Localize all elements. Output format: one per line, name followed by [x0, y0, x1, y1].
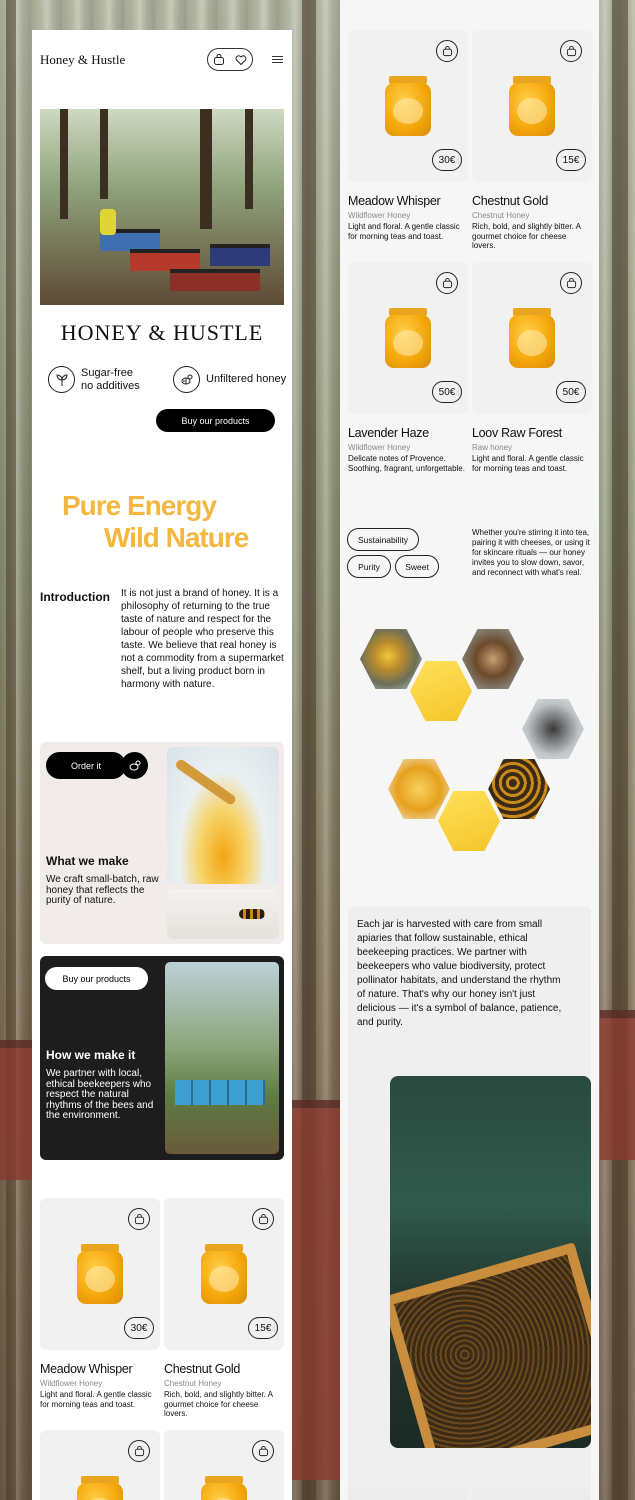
nav-icon-group — [207, 48, 253, 71]
cart-icon[interactable] — [252, 1208, 274, 1230]
cart-icon[interactable] — [436, 40, 458, 62]
how-title: How we make it — [46, 1048, 136, 1062]
heart-icon[interactable] — [234, 53, 248, 67]
make-text: We craft small-batch, raw honey that reflects the purity of nature. — [46, 874, 159, 906]
feature-sugar-free — [48, 366, 140, 393]
product-type: Raw honey — [472, 443, 513, 452]
cart-icon[interactable] — [128, 1440, 150, 1462]
hexagon-gallery — [340, 625, 599, 860]
product-image — [348, 30, 468, 182]
price-badge[interactable]: 30€ — [432, 149, 462, 171]
tree-trunk — [612, 0, 628, 1500]
cart-icon[interactable] — [252, 1440, 274, 1462]
product-description: Delicate notes of Provence. Soothing, fragrant, unforgettable. — [348, 454, 465, 473]
honey-jar — [77, 1244, 123, 1304]
buy-products-button[interactable]: Buy our products — [156, 409, 275, 432]
honey-jar — [201, 1476, 247, 1500]
bee-image — [167, 889, 279, 939]
bee-icon — [173, 366, 200, 393]
honey-jar — [201, 1244, 247, 1304]
product-image — [40, 1198, 160, 1350]
cart-icon[interactable] — [560, 272, 582, 294]
harvest-text: Each jar is harvested with care from small apiaries that follow sustainable, ethical beekeeping practices. We partner with beekeepers who value biodiversity, protect pollinator habitats, and understand the rhythm of nature. That's why our honey isn't just delicious — it's a symbol of balance, patience, and purity. — [357, 919, 562, 1028]
top-nav — [32, 30, 292, 90]
beehive-background — [0, 1040, 32, 1180]
price-badge[interactable]: 30€ — [124, 1317, 154, 1339]
honey-jar — [509, 76, 555, 136]
how-we-make-card — [40, 956, 284, 1160]
product-image — [164, 1198, 284, 1350]
product-name: Meadow Whisper — [40, 1362, 133, 1376]
hamburger-menu-icon[interactable] — [272, 56, 283, 63]
buy-products-button[interactable]: Buy our products — [45, 967, 148, 990]
product-type: Chestnut Honey — [164, 1379, 222, 1388]
tag-purity[interactable]: Purity — [347, 555, 391, 578]
hex-yellow-decor — [438, 791, 500, 851]
product-image — [348, 262, 468, 414]
product-description: Rich, bold, and slightly bitter. A gourmet choice for cheese lovers. — [472, 222, 581, 250]
price-badge[interactable]: 50€ — [556, 381, 586, 403]
honey-dipper-image — [167, 747, 279, 884]
product-card-partial — [472, 1488, 590, 1500]
tagline-line2: Wild Nature — [104, 522, 249, 553]
tree-trunk — [6, 0, 16, 1500]
bee-icon[interactable] — [121, 752, 148, 779]
hex-honey-bowl-image — [388, 759, 450, 819]
product-description: Light and floral. A gentle classic for morning teas and toast. — [348, 222, 460, 241]
mobile-page-right — [340, 0, 599, 1500]
product-card[interactable] — [472, 30, 592, 251]
tags-description: Whether you're stirring it into tea, pairing it with cheeses, or using it for skincare rituals — our honey invites you to slow down, savor, and reconnect with what's real. — [472, 528, 590, 577]
product-card[interactable] — [472, 262, 592, 473]
product-card[interactable] — [348, 30, 468, 241]
beehive-background — [600, 1010, 635, 1160]
hex-bee-flower-image — [360, 629, 422, 689]
hex-beekeeper-image — [522, 699, 584, 759]
feature-label: Unfiltered honey — [206, 373, 287, 385]
feature-label: Sugar-free — [81, 366, 133, 379]
how-text: We partner with local, ethical beekeepers who respect the natural rhythms of the bees and the environment. — [46, 1068, 154, 1121]
hex-yellow-decor — [410, 661, 472, 721]
product-card-partial — [348, 1488, 466, 1500]
product-description: Light and floral. A gentle classic for morning teas and toast. — [472, 454, 584, 473]
bee-frame-image — [390, 1076, 591, 1448]
product-description: Light and floral. A gentle classic for morning teas and toast. — [40, 1390, 152, 1409]
honey-jar — [77, 1476, 123, 1500]
tag-sweet[interactable]: Sweet — [395, 555, 439, 578]
product-card[interactable] — [164, 1430, 284, 1500]
feature-label: no additives — [81, 379, 140, 392]
tag-sustainability[interactable]: Sustainability — [347, 528, 419, 551]
product-name: Chestnut Gold — [472, 194, 549, 208]
cart-icon[interactable] — [212, 53, 226, 67]
price-badge[interactable]: 15€ — [248, 1317, 278, 1339]
beehive-background — [292, 1100, 340, 1480]
product-card[interactable] — [40, 1198, 160, 1409]
hex-honeycomb-image — [462, 629, 524, 689]
order-button[interactable]: Order it — [46, 752, 126, 779]
product-type: Wildflower Honey — [348, 443, 411, 452]
hex-bees-image — [488, 759, 550, 819]
product-name: Meadow Whisper — [348, 194, 441, 208]
product-card[interactable] — [40, 1430, 160, 1500]
brand-logo[interactable]: Honey & Hustle — [40, 52, 126, 67]
product-description: Rich, bold, and slightly bitter. A gourmet choice for cheese lovers. — [164, 1390, 273, 1418]
tree-trunk — [302, 0, 316, 1500]
hero-image-beekeeper — [40, 109, 284, 305]
cart-icon[interactable] — [560, 40, 582, 62]
honey-jar — [385, 76, 431, 136]
product-image — [40, 1430, 160, 1500]
brand-title: HONEY & HUSTLE — [60, 320, 264, 345]
intro-heading: Introduction — [40, 590, 110, 604]
cart-icon[interactable] — [436, 272, 458, 294]
product-image — [164, 1430, 284, 1500]
mobile-page-left — [32, 30, 292, 1500]
cart-icon[interactable] — [128, 1208, 150, 1230]
product-type: Wildflower Honey — [348, 211, 411, 220]
feature-unfiltered — [173, 366, 286, 393]
tagline-line1: Pure Energy — [62, 490, 216, 521]
price-badge[interactable]: 50€ — [432, 381, 462, 403]
sprout-icon — [48, 366, 75, 393]
product-type: Chestnut Honey — [472, 211, 530, 220]
honey-jar — [385, 308, 431, 368]
product-name: Loov Raw Forest — [472, 426, 562, 440]
product-card[interactable] — [348, 262, 468, 473]
harvest-card — [348, 906, 591, 1500]
what-we-make-card — [40, 742, 284, 944]
product-name: Chestnut Gold — [164, 1362, 241, 1376]
product-image — [472, 262, 592, 414]
product-name: Lavender Haze — [348, 426, 429, 440]
price-badge[interactable]: 15€ — [556, 149, 586, 171]
product-image — [472, 30, 592, 182]
apiary-image — [165, 962, 279, 1154]
honey-jar — [509, 308, 555, 368]
product-type: Wildflower Honey — [40, 1379, 103, 1388]
intro-text: It is not just a brand of honey. It is a philosophy of returning to the true taste of nature and respect for the labour of people who preserve this taste. We believe that real honey is not a commodity from a supermarket shelf, but a living product born in harmony with nature. — [121, 588, 284, 690]
make-title: What we make — [46, 854, 129, 868]
product-card[interactable] — [164, 1198, 284, 1419]
